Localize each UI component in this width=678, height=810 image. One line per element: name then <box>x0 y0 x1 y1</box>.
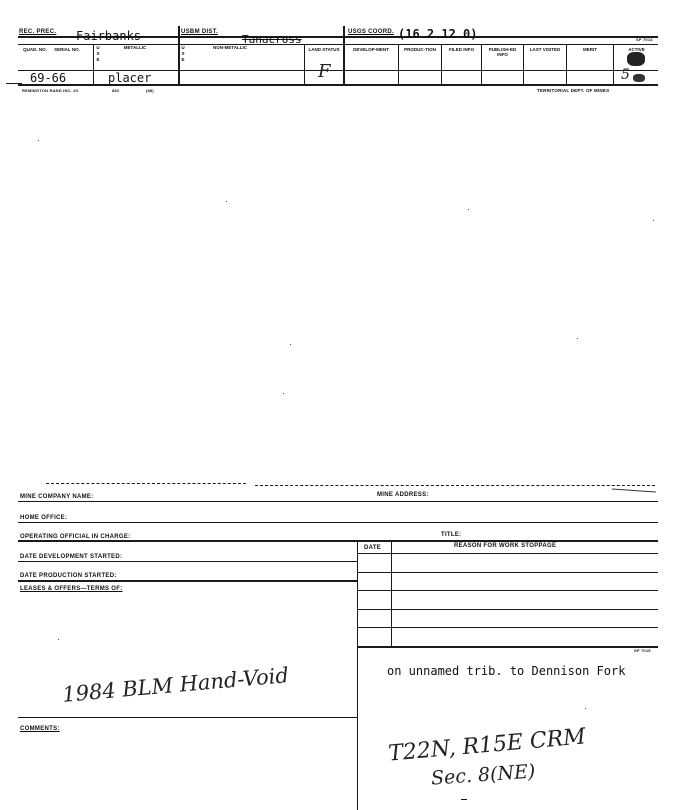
rule-home-office <box>18 522 658 523</box>
margin-tick <box>6 83 22 84</box>
comments-label: COMMENTS: <box>20 726 60 732</box>
rule-date-development <box>18 561 358 562</box>
scan-speck <box>577 338 578 339</box>
col-filed-info: FILED INFO <box>449 47 474 52</box>
land-status-value: F <box>318 61 331 82</box>
divider-4 <box>398 44 399 84</box>
date-production-started-label: DATE PRODUCTION STARTED: <box>20 573 117 579</box>
table-header-rule <box>357 553 658 554</box>
scan-speck <box>290 344 291 345</box>
col-use2-u: U <box>181 45 185 50</box>
printer-line: REMINGTON RAND INC. 20 <box>22 88 79 93</box>
rule-operating-official <box>18 540 658 542</box>
quad-serial-value: 69-66 <box>30 71 67 85</box>
divider-2 <box>343 26 345 84</box>
printer-code-2: (88) <box>146 88 154 93</box>
typed-location-note: on unnamed trib. to Dennison Fork <box>387 664 626 678</box>
usgs-coord-label: USGS COORD. <box>348 29 394 35</box>
handwritten-section-note: Sec. 8(NE) <box>430 760 537 790</box>
divider-7 <box>523 44 524 84</box>
usbm-dist-value: Tanacross <box>242 33 302 46</box>
scan-speck <box>38 140 39 141</box>
col-quad-no: QUAD. NO. <box>23 47 47 52</box>
divider-5 <box>441 44 442 84</box>
rule-mine-company <box>18 501 658 502</box>
col-use-u: U <box>96 45 100 50</box>
scan-speck <box>58 639 59 640</box>
mine-address-label: MINE ADDRESS: <box>377 492 429 498</box>
printer-code: 882 <box>112 88 120 93</box>
divider-8 <box>566 44 567 84</box>
col-use-e: E <box>96 57 100 62</box>
card-top-edge <box>46 483 246 484</box>
home-office-label: HOME OFFICE: <box>20 515 68 521</box>
col-use2-e: E <box>181 57 185 62</box>
col-use2-s: S <box>181 51 185 56</box>
title-label: TITLE: <box>441 532 462 538</box>
rule-comments <box>18 717 358 718</box>
col-metallic: METALLIC <box>123 45 147 50</box>
table-date-divider <box>391 540 392 646</box>
rule-date-production <box>18 580 358 582</box>
table-row-1 <box>357 572 658 573</box>
col-use-s: S <box>96 51 100 56</box>
ink-blot-2 <box>633 74 645 82</box>
divider-9 <box>613 44 614 84</box>
handwritten-township-note: T22N, R15E CRM <box>387 724 587 767</box>
table-row-3 <box>357 609 658 610</box>
active-value: 5 <box>621 67 630 83</box>
divider-6 <box>481 44 482 84</box>
date-column-header: DATE <box>364 545 382 551</box>
scan-speck <box>468 209 469 210</box>
handwritten-blm-note: 1984 BLM Hand-Void <box>61 663 290 707</box>
scan-speck <box>283 393 284 394</box>
card-top-edge-2 <box>255 485 655 486</box>
table-row-4 <box>357 627 658 628</box>
header-form-code: SP 7014 <box>636 37 653 42</box>
scan-speck <box>226 201 227 202</box>
reason-column-header: REASON FOR WORK STOPPAGE <box>454 543 557 549</box>
rec-prec-value: Fairbanks <box>76 29 142 43</box>
col-land-status: LAND STATUS <box>308 47 340 52</box>
col-non-metallic: NON-METALLIC <box>213 45 247 50</box>
usgs-coord-value: (16 2 12 0) <box>398 27 478 41</box>
col-last-visited: LAST VISITED <box>529 47 561 52</box>
col-serial-no: SERIAL NO. <box>54 47 80 52</box>
metallic-value: placer <box>108 71 152 85</box>
table-row-2 <box>357 590 658 591</box>
date-development-started-label: DATE DEVELOPMENT STARTED: <box>20 554 123 560</box>
ink-blot <box>627 52 645 66</box>
col-production: PRODUC-TION <box>404 47 436 52</box>
rec-prec-label: REC. PREC. <box>19 29 57 35</box>
scan-speck <box>585 708 586 709</box>
table-bottom-rule <box>357 646 658 648</box>
col-published-info: PUBLISH-ED INFO <box>488 47 517 57</box>
usbm-dist-label: USBM DIST. <box>181 29 219 35</box>
col-merit: MERIT <box>583 47 597 52</box>
leases-offers-label: LEASES & OFFERS—TERMS OF: <box>20 586 123 592</box>
divider-10 <box>93 44 94 84</box>
mine-company-name-label: MINE COMPANY NAME: <box>20 494 94 500</box>
lower-form-code: SP 7015 <box>634 648 651 653</box>
divider-3 <box>304 44 305 84</box>
col-active: ACTIVE <box>628 47 645 52</box>
scan-dash <box>461 799 467 800</box>
col-development: DEVELOP-MENT <box>353 47 389 52</box>
dept-name: TERRITORIAL DEPT. OF MINES <box>537 88 610 93</box>
scan-speck <box>653 220 654 221</box>
operating-official-label: OPERATING OFFICIAL IN CHARGE: <box>20 534 131 540</box>
